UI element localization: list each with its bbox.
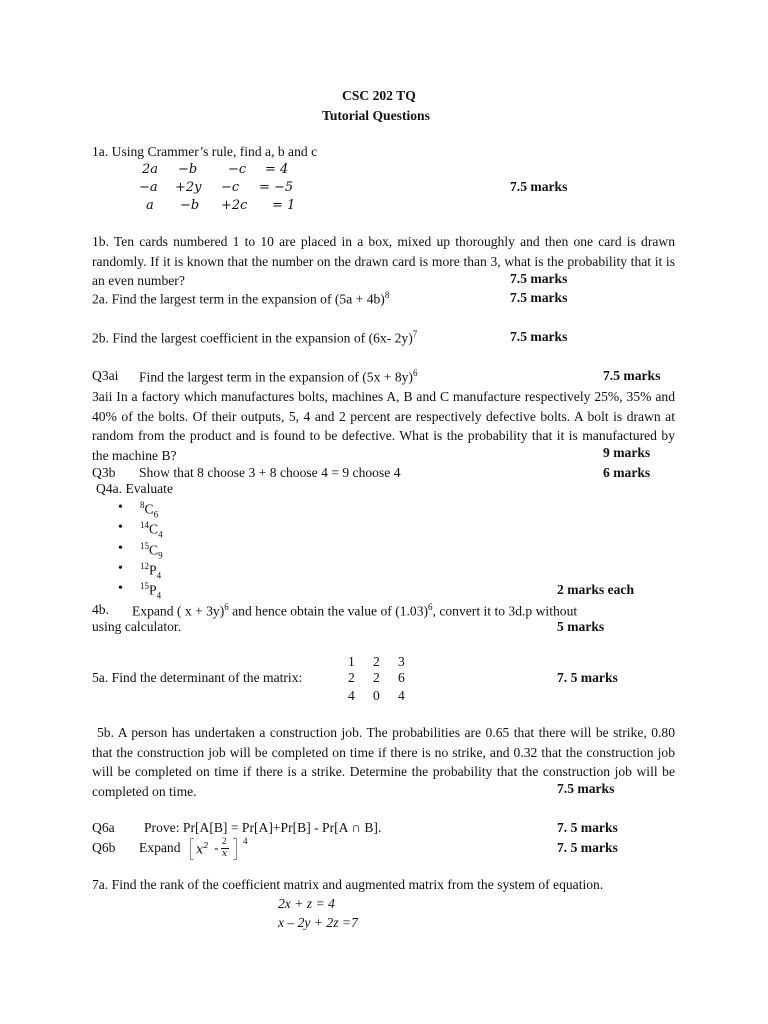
marks-1a: 7.5 marks: [510, 179, 568, 194]
marks-4b: 5 marks: [557, 619, 605, 634]
matrix-cell: 0: [373, 688, 380, 703]
marks-3b: 6 marks: [603, 465, 651, 480]
bullet-icon: •: [118, 581, 123, 596]
marks-5b: 7.5 marks: [557, 781, 615, 796]
marks-4a: 2 marks each: [557, 582, 635, 597]
eq-cell: 2a: [142, 162, 159, 177]
matrix-cell: 2: [373, 670, 380, 685]
question-4b: [132, 602, 577, 620]
matrix-cell: 3: [398, 654, 405, 669]
question-1a: 1a. Using Crammer’s rule, find a, b and c: [92, 144, 318, 159]
marks-1b: 7.5 marks: [510, 271, 568, 286]
question-4b-text: Expand ( x + 3y): [132, 603, 225, 619]
question-3aii: 3aii In a factory which manufactures bolts, machines A, B and C manufacture respectively 25%, 35% and 40% of the bolts. Of their outputs, 5, 4 and 2 percent are respectively defective bolts. A bolt is drawn at random from the product and is found to be defective. What is the probability that it is manufactured by the machine B?: [92, 389, 675, 463]
list-item-letter: C: [149, 521, 159, 537]
minus-sign: -: [214, 840, 219, 855]
list-item: [140, 561, 161, 580]
question-6a: Prove: Pr[A[B] = Pr[A]+Pr[B] - Pr[A ∩ B].: [144, 820, 382, 835]
prefix-superscript: 15: [140, 581, 149, 591]
variable: x: [196, 842, 204, 858]
list-item-letter: C: [144, 501, 154, 517]
question-2b-text: 2b. Find the largest coefficient in the expansion of (6x- 2y): [92, 330, 413, 346]
eq-cell: +2y: [175, 180, 202, 195]
matrix-cell: 1: [348, 654, 355, 669]
marks-5a: 7. 5 marks: [557, 670, 618, 685]
bullet-icon: •: [118, 500, 123, 515]
question-1b: 1b. Ten cards numbered 1 to 10 are placed in a box, mixed up thoroughly and then one card is drawn randomly. If it is known that the number on the drawn card is more than 3, what is the probability that it is an even number?: [92, 234, 675, 288]
question-2a-text: 2a. Find the largest term in the expansion of (5a + 4b): [92, 291, 385, 307]
question-3ai-label: Q3ai: [92, 368, 119, 383]
marks-6a: 7. 5 marks: [557, 820, 618, 835]
eq-cell: = −5: [259, 180, 294, 195]
list-item: [140, 500, 158, 519]
matrix-cell: 2: [348, 670, 355, 685]
eq-cell: = 4: [265, 162, 289, 177]
right-bracket: [233, 838, 237, 860]
fraction-numerator: 2: [222, 836, 227, 846]
question-3ai-text: Find the largest term in the expansion of (5x + 8y): [139, 369, 413, 385]
list-item: [140, 541, 163, 560]
question-3b-label: Q3b: [92, 465, 116, 480]
bullet-icon: •: [118, 561, 123, 576]
subscript: 4: [158, 529, 163, 540]
eq-cell: −b: [178, 162, 198, 177]
question-6b-label: Q6b: [92, 840, 116, 855]
marks-6b: 7. 5 marks: [557, 840, 618, 855]
question-2b: [92, 329, 417, 347]
subscript: 9: [158, 550, 163, 561]
bullet-icon: •: [118, 520, 123, 535]
course-code: CSC 202 TQ: [342, 88, 416, 103]
eq-cell: −a: [139, 180, 158, 195]
eq-cell: −c: [221, 180, 240, 195]
question-5a: 5a. Find the determinant of the matrix:: [92, 670, 303, 685]
exponent: 7: [412, 329, 418, 339]
eq-cell: −b: [180, 198, 200, 213]
equation-2: x – 2y + 2z =7: [278, 915, 358, 930]
question-6a-label: Q6a: [92, 820, 115, 835]
list-item: [140, 581, 161, 600]
page-title: Tutorial Questions: [322, 108, 430, 123]
fraction-denominator: x: [222, 849, 228, 859]
eq-cell: = 1: [272, 198, 296, 213]
expression-term: [196, 841, 208, 857]
question-3ai: [139, 368, 417, 386]
matrix-cell: 4: [398, 688, 405, 703]
bullet-icon: •: [118, 541, 123, 556]
marks-3ai: 7.5 marks: [603, 368, 661, 383]
exponent: 6: [412, 368, 418, 378]
question-2a: [92, 290, 389, 308]
exponent: 6: [428, 602, 433, 612]
list-item-letter: P: [149, 562, 157, 578]
matrix-cell: 2: [373, 654, 380, 669]
marks-2a: 7.5 marks: [510, 290, 568, 305]
outer-exponent: 4: [243, 836, 248, 846]
list-item: [140, 520, 163, 539]
subscript: 6: [153, 509, 159, 520]
list-item-letter: P: [149, 582, 157, 598]
question-4b-text: , convert it to 3d.p without: [432, 603, 578, 619]
question-5b: 5b. A person has undertaken a construction job. The probabilities are 0.65 that there will be strike, 0.80 that the construction job will be completed on time if there is no strike, and 0.32 that the construction job will be completed on time if there is a strike. Determine the probability that the construction job will be completed on time.: [92, 725, 675, 799]
exponent: 6: [224, 602, 229, 612]
equation-1: 2x + z = 4: [278, 896, 335, 911]
eq-cell: a: [146, 198, 154, 213]
marks-2b: 7.5 marks: [510, 329, 568, 344]
question-4b-text: and hence obtain the value of (1.03): [228, 603, 429, 619]
prefix-superscript: 15: [140, 541, 149, 551]
left-bracket: [190, 838, 194, 860]
subscript: 4: [156, 570, 162, 581]
eq-cell: −c: [228, 162, 247, 177]
matrix-cell: 4: [348, 688, 355, 703]
marks-3aii: 9 marks: [603, 445, 651, 460]
prefix-superscript: 14: [140, 520, 149, 530]
exponent: 8: [384, 290, 390, 300]
list-item-letter: C: [149, 542, 159, 558]
question-4a: Q4a. Evaluate: [96, 481, 173, 496]
question-4b-line2: using calculator.: [92, 619, 182, 634]
question-3b: Show that 8 choose 3 + 8 choose 4 = 9 choose 4: [139, 465, 401, 480]
question-4b-label: 4b.: [92, 602, 109, 617]
matrix-cell: 6: [398, 670, 405, 685]
subscript: 4: [156, 590, 162, 601]
prefix-superscript: 8: [140, 500, 145, 510]
exponent: 2: [203, 841, 209, 850]
eq-cell: +2c: [221, 198, 248, 213]
prefix-superscript: 12: [140, 561, 149, 571]
question-6b: Expand: [139, 840, 181, 855]
question-7a: 7a. Find the rank of the coefficient matrix and augmented matrix from the system of equation.: [92, 877, 604, 892]
